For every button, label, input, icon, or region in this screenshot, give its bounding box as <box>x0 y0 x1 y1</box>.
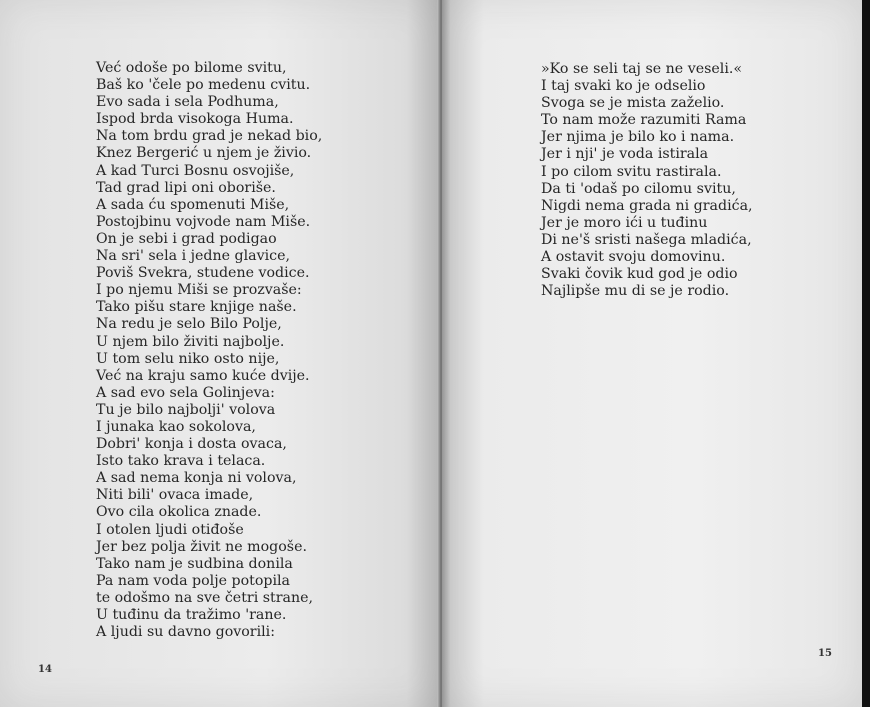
right-poem <box>541 61 753 300</box>
poem-line: Jer bez polja živit ne mogoše. <box>96 538 307 555</box>
page-number-left: 14 <box>38 664 52 675</box>
poem-line: U njem bilo živiti najbolje. <box>96 333 285 350</box>
poem-line: Na sri' sela i jedne glavice, <box>96 248 291 265</box>
poem-line: A sada ću spomenuti Miše, <box>96 196 290 213</box>
poem-line: Tako pišu stare knjige naše. <box>96 299 297 316</box>
poem-line: Tu je bilo najbolji' volova <box>96 401 276 418</box>
poem-line: Knez Bergerić u njem je živio. <box>96 145 312 162</box>
poem-line: I junaka kao sokolova, <box>96 418 256 435</box>
poem-line: Pa nam voda polje potopila <box>96 572 290 589</box>
poem-line: te odošmo na sve četri strane, <box>96 589 314 606</box>
poem-line: Da ti 'odaš po cilomu svitu, <box>541 180 736 197</box>
poem-line: Svoga se je mista zaželio. <box>541 95 725 112</box>
poem-line: Postojbinu vojvode nam Miše. <box>96 213 311 230</box>
poem-line: Najlipše mu di se je rodio. <box>541 283 730 300</box>
poem-line: Isto tako krava i telaca. <box>96 453 266 470</box>
poem-line: Već na kraju samo kuće dvije. <box>96 367 310 384</box>
poem-line: »Ko se seli taj se ne veseli.« <box>541 61 743 77</box>
poem-line: Baš ko 'čele po medenu cvitu. <box>96 77 311 94</box>
poem-line: Već odoše po bilome svitu, <box>96 60 287 76</box>
poem-line: Nigdi nema grada ni gradića, <box>541 197 753 214</box>
poem-line: Tad grad lipi oni oboriše. <box>96 179 276 196</box>
poem-line: A sad evo sela Golinjeva: <box>96 384 275 401</box>
poem-line: I po njemu Miši se prozvaše: <box>96 282 302 299</box>
poem-line: To nam može razumiti Rama <box>541 112 747 129</box>
poem-line: A sad nema konja ni volova, <box>96 470 297 487</box>
poem-line: U tuđinu da tražimo 'rane. <box>96 607 287 623</box>
poem-line: U tom selu niko osto nije, <box>96 350 280 367</box>
poem-line: I taj svaki ko je odselio <box>541 78 706 95</box>
poem-line: Na redu je selo Bilo Polje, <box>96 316 282 333</box>
poem-line: Ispod brda visokoga Huma. <box>96 111 294 128</box>
page-number-right: 15 <box>818 648 832 659</box>
poem-line: Jer je moro ići u tuđinu <box>541 214 708 231</box>
poem-line: I otolen ljudi otiđoše <box>96 521 244 538</box>
poem-line: A ostavit svoju domovinu. <box>541 249 726 266</box>
poem-line: A ljudi su davno govorili: <box>96 624 275 641</box>
poem-line: Na tom brdu grad je nekad bio, <box>96 128 323 145</box>
poem-line: Jer i nji' je voda istirala <box>541 146 709 163</box>
poem-line: Evo sada i sela Podhuma, <box>96 94 279 111</box>
poem-line: On je sebi i grad podigao <box>96 230 277 247</box>
left-poem <box>96 60 322 641</box>
poem-line: Dobri' konja i dosta ovaca, <box>96 436 287 453</box>
poem-line: Di ne'š sristi našega mladića, <box>541 231 752 248</box>
poem-line: I po cilom svitu rastirala. <box>541 163 722 180</box>
poem-line: Tako nam je sudbina donila <box>96 555 293 572</box>
poem-line: Jer njima je bilo ko i nama. <box>541 129 735 146</box>
poem-line: Poviš Svekra, studene vodice. <box>96 265 310 282</box>
poem-line: A kad Turci Bosnu osvojiše, <box>96 162 295 179</box>
poem-line: Ovo cila okolica znade. <box>96 504 262 521</box>
poem-line: Niti bili' ovaca imade, <box>96 487 254 504</box>
poem-line: Svaki čovik kud god je odio <box>541 266 738 283</box>
background-edge <box>862 0 870 707</box>
